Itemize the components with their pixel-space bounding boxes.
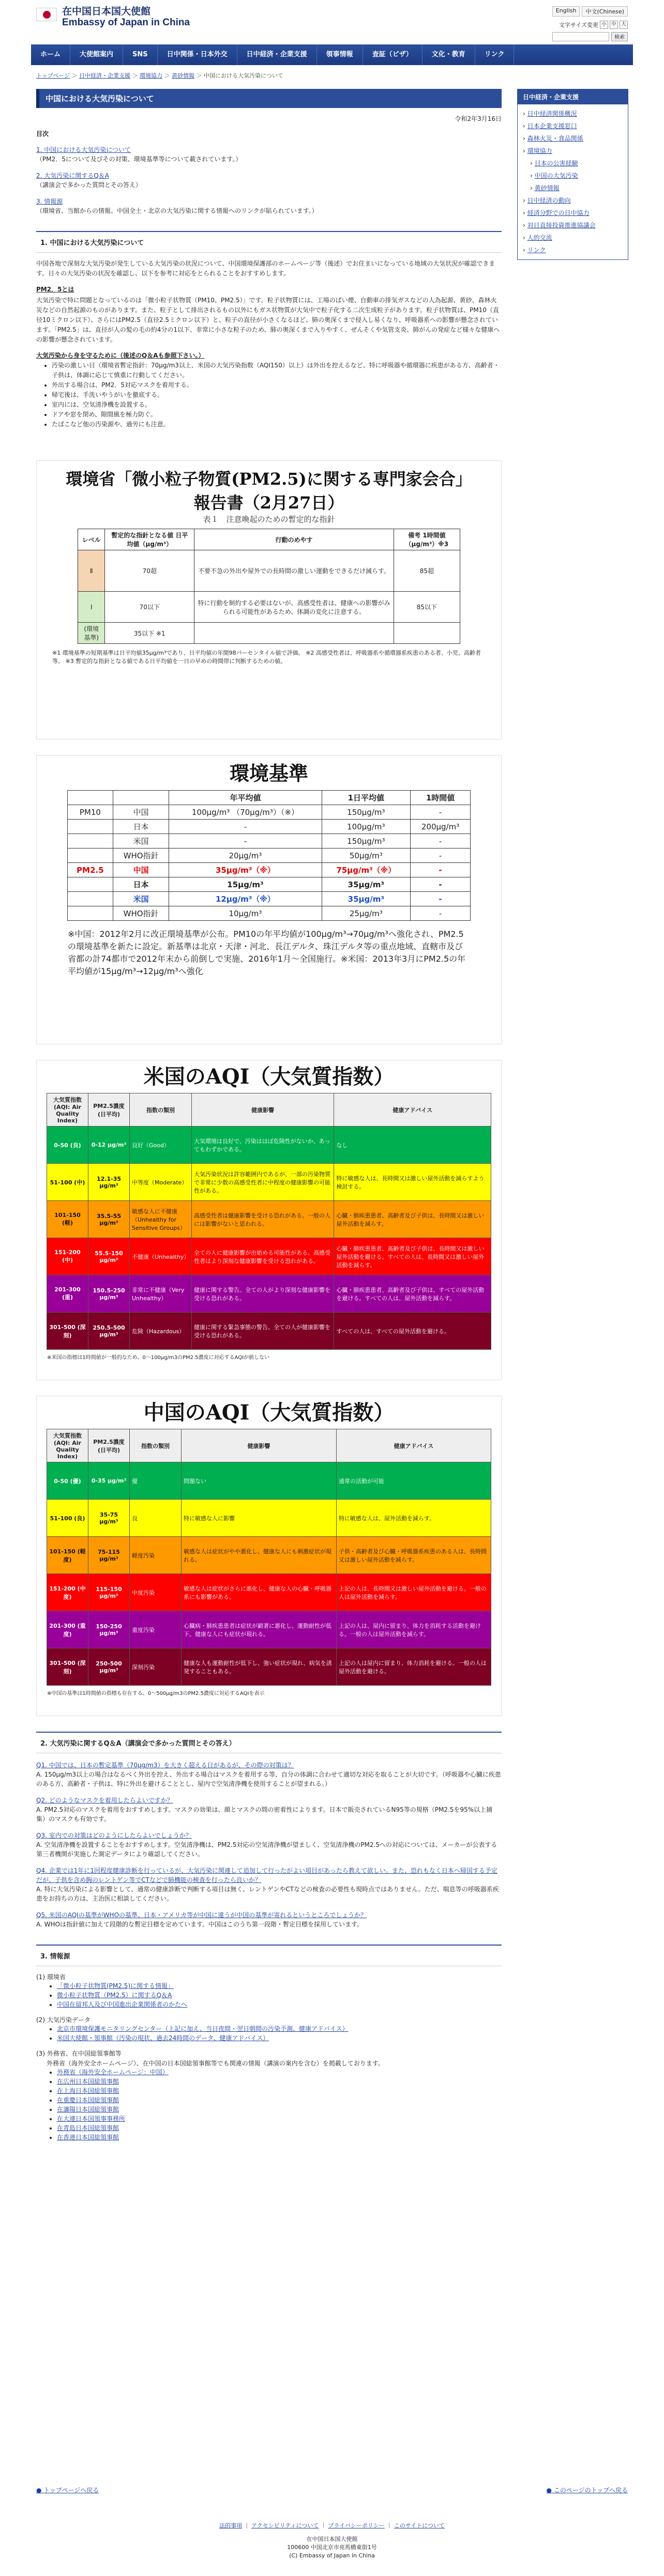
table-cell: 250-500 μg/m³ [88,1648,130,1686]
toc-desc: （環境省、当館からの情報、中国全土・北京の大気汚染に関する情報へのリンクが貼られています。） [36,207,318,214]
sidebar-item[interactable]: › リンク [523,246,546,254]
sidebar-item[interactable]: › 経済分野での日中協力 [523,209,590,217]
table-cell: 中国 [113,805,169,820]
table-cell: 201-300 (重) [47,1275,88,1313]
table-cell: - [411,892,471,906]
toc-heading: 目次 [36,130,49,137]
table-cell: Ⅱ [78,550,105,592]
table-cell: 中国 [113,863,169,877]
table-cell: 大気環境は良好で、汚染はほぼ危険性がないか、あってもわずかである。 [192,1127,334,1164]
table-cell: (環境基準) [78,623,105,644]
table-cell: - [411,863,471,877]
table-cell: 高感受性者は健康影響を受ける恐れがある。一般の人には影響がないと思われる。 [192,1201,334,1238]
breadcrumb: トップページ ＞ 日中経済・企業支援 ＞ 環境協力 ＞ 黄砂情報 ＞ 中国における大気汚染について [36,72,283,79]
site-title[interactable] [62,6,190,28]
sidebar-item-link[interactable]: 日本企業支援窓口 [527,122,577,130]
paragraph: 大気汚染で特に問題となっているのは「微小粒子状物質（PM10、PM2.5）」です。粒子状物質には、工場のばい煙、自動車の排気ガスなどの人為起源、黄砂、森林火災などの自然起源のものがあります。また、粒子として排出されるもの以外にもガス状物質が大気中で粒子化する二次生成粒子があります。粒子状物質は、PM10（直径10ミクロン以下）、さらにはPM2.5（直径2.5ミクロン以下）と、粒子の直径が小さくなるほど、肺の奥深くまで侵入し易くなり、呼吸器系への影響が懸念されています。「PM2.5」は、直径が人の髪の毛の約4分の1以下、非常に小さな粒子のため、肺の奥深くまで入りやすく、ぜんそくや気管支炎、肺がんの発症など様々な健康への影響が懸念されています。 [36,297,500,343]
table-cell: 150.5-250 μg/m³ [88,1275,130,1313]
table-header [68,791,113,805]
info-link[interactable]: 在広州日本国総領事館 [57,2078,119,2085]
table-cell: 健康に関する警告。全ての人がより深刻な健康影響を受ける恐れがある。 [192,1275,334,1313]
table-row [47,1462,491,1500]
table-cell: 201-300 (重度) [47,1611,88,1648]
info-sources [36,1972,502,2142]
site-footer: 法的事項 ｜ アクセシビリティについて ｜ プライバシーポリシー ｜ このサイトについて 在中国日本国大使館 100600 中国北京市亮馬橋東街1号 (C) Embassy of Japan in China [0,2522,664,2560]
qa-question: Q2. どのようなマスクを着用したらよいですか？ [36,1797,173,1804]
sidebar-item-link[interactable]: リンク [527,246,546,254]
sidebar-item-link[interactable]: 経済分野での日中協力 [527,209,590,217]
table-cell: 12.1-35 μg/m³ [88,1164,130,1201]
table-cell: 重度汚染 [130,1611,182,1648]
sidebar-item[interactable]: › 日本企業支援窓口 [523,122,577,130]
nav-item-relations[interactable]: 日中関係・日本外交 [158,44,237,65]
table-cell [394,623,460,644]
search-bar [552,32,628,41]
font-size-small-button[interactable]: 小 [600,21,608,29]
figure-title: 環境基準 [229,762,308,785]
table-cell: 150μg/m³ [322,834,411,849]
sidebar-item[interactable]: › 環境協力 [523,147,552,155]
table-cell: 301-500 (深刻) [47,1313,88,1350]
figure-footnote: ※米国の指標は1時間値が一般的なため、0～100μg/m3のPM2.5濃度に対応するAQIが値しない [47,1355,270,1361]
sidebar [517,89,628,260]
language-switcher [552,6,628,17]
sidebar-item-link[interactable]: 森林火災・食品関係 [527,135,583,142]
table-cell: 日本 [113,820,169,834]
table-header: PM2.5濃度(日平均) [88,1093,130,1127]
table-cell: 151-200 (中) [47,1238,88,1275]
qa-answer: A. PM2.5対応のマスクを着用をおすすめします。マスクの効果は、顔とマスクの間の密着性によります。日本で販売されているN95等の規格（PM2.5を95%以上捕集）のマスクも有効です。 [36,1806,493,1823]
sidebar-item[interactable]: › 中国の大気汚染 [530,172,578,179]
japan-flag-icon [36,8,57,21]
publish-date: 令和2年3月16日 [455,115,502,122]
table-header: 健康アドバイス [336,1429,491,1462]
font-size-label: 文字サイズ変更 [559,22,598,28]
table-cell: 0-50 (優) [47,1462,88,1500]
table-cell: 75-115 μg/m³ [88,1537,130,1574]
table-cell: 85以下 [394,592,460,623]
table-cell: WHO指針 [113,906,169,921]
table-cell [68,906,113,921]
qa-answer: A. 特に大気汚染による影響として、通常の健康診断で判断する項目は無く、レントゲンやCTなどの検査の必要性も現時点ではありません。ただ、喘息等の呼吸器系疾患をお持ちの方は、主治医に相談してください。 [36,1886,499,1902]
sidebar-item[interactable]: › 人的交流 [523,234,552,241]
table-cell: 35μg/m³ [322,892,411,906]
table-cell: 上記の人は、屋内に留まり、体力を消耗する活動を避ける。一般の人は屋外活動を減らす。 [336,1611,491,1648]
table-cell: 150-250 μg/m³ [88,1611,130,1648]
figure-notes: ※1 環境基準の短期基準は日平均値35μg/m³であり、日平均値の年間98パーセンタイル値で評価。 ※2 高感受性者は、呼吸器系や循環器系疾患のある者、小児、高齢者等。 ※3 暫定的な指針となる値である日平均値を一日の早めの時間帯に判断するための値。 [52,650,481,665]
figure-title: 米国のAQI（大気質指数） [143,1065,395,1089]
qa-list [36,1761,502,1929]
table-cell: 50μg/m³ [322,849,411,863]
table-cell: なし [334,1127,491,1164]
nav-item-consular[interactable]: 領事情報 [317,44,363,65]
table-cell: 35μg/m³ [322,877,411,892]
sidebar-item[interactable]: › 日中経済の動向 [523,197,571,204]
global-nav [31,44,633,65]
toc-desc: （PM2．5について及びその対策、環境基準等について載されています。） [36,156,242,163]
info-group-heading: (2) 大気汚染データ [36,2016,90,2024]
figure-title: 報告書（2月27日） [193,493,344,513]
guideline-figure [36,460,502,739]
toc [36,145,502,215]
list-item: • 室内には、空気清浄機を設置する。 [52,400,502,410]
table-cell: 上記の人は、長時間又は激しい屋外活動を避ける。一般の人は屋外活動を減らす。 [336,1574,491,1611]
table-cell: 中度汚染 [130,1574,182,1611]
figure-notes: ※中国：2012年2月に改正環境基準が公布。PM10の年平均値が100μg/m³→70μg/m³へ強化され、PM2.5の環境基準を新たに設定。新基準は北京・天津・河北、長江デルタ、珠江デルタ等の重点地域、直轄市及び省都の計74都市で2012年末から前倒しで実施、2016年1月～全国施行。※米国：2013年3月にPM2.5の年平均値が15μg/m³→12μg/m³へ強化 [68,929,466,976]
info-link[interactable]: 中国在留邦人及び中国進出企業関係者のかたへ [57,2001,188,2008]
table-cell: 子供・高齢者及び心臓・呼吸器系疾患のある人は、長時間又は激しい屋外活動を減らす。 [336,1537,491,1574]
qa-answer: A. WHOは指針値に加えて段階的な暫定目標を定めています。中国はこのうち第一段階・暫定目標を採用しています。 [36,1921,364,1928]
table-cell: 米国 [113,834,169,849]
guideline-table [78,529,460,644]
table-cell: 特に敏感な人は、長時間又は激しい屋外活動を減らすよう検討する。 [334,1164,491,1201]
protect-list [52,361,502,429]
back-to-home-link[interactable]: ● トップページへ戻る [36,2487,99,2494]
nav-item-economy[interactable]: 日中経済・企業支援 [237,44,317,65]
table-cell: 250.5-500 μg/m³ [88,1313,130,1350]
table-cell: 特に敏感な人に影響 [182,1500,337,1537]
table-cell: 200μg/m³ [411,820,471,834]
table-header: 1日平均値 [322,791,411,805]
table-row [47,1574,491,1611]
table-cell: 良 [130,1500,182,1537]
breadcrumb-link[interactable]: トップページ [36,72,70,79]
info-link[interactable]: 微小粒子状物質（PM2.5）に関するQ＆A [57,1992,172,1999]
table-cell: 優 [130,1462,182,1500]
table-cell [68,834,113,849]
main-content [36,89,502,2142]
nav-item-culture[interactable]: 文化・教育 [422,44,475,65]
table-cell: - [411,877,471,892]
site-title-en: Embassy of Japan in China [62,17,190,28]
table-cell: 特に行動を制約する必要はないが、高感受性者は、健康への影響がみられる可能性があるため、体調の変化に注意する。 [194,592,394,623]
nav-item-links[interactable]: リンク [475,44,515,65]
table-cell: PM10 [68,805,113,820]
toc-link[interactable]: 3. 情報源 [36,198,63,205]
table-cell [68,892,113,906]
breadcrumb-current: 中国における大気汚染について [204,72,283,79]
subheading: PM2．5とは [36,286,74,293]
footer-link[interactable]: プライバシーポリシー [328,2522,385,2529]
font-size-control [559,21,628,29]
cn-aqi-table [47,1429,491,1686]
table-header: 指数の類別 [130,1429,182,1462]
table-cell: 特に敏感な人は、屋外活動を減らす。 [336,1500,491,1537]
list-item: • 外出する場合は、PM2．5対応マスクを着用する。 [52,380,502,390]
sidebar-box [517,89,628,260]
table-cell: 85超 [394,550,460,592]
table-cell: 敏感な人は症状がやや悪化し、健康な人にも刺激症状が現れる。 [182,1537,337,1574]
table-cell: 心臓病・肺疾患患者は症状が顕著に悪化し、運動耐性が低下。健康な人にも症状が現れる。 [182,1611,337,1648]
back-to-home-label: トップページへ戻る [43,2487,99,2494]
nav-item-visa[interactable]: 査証（ビザ） [363,44,422,65]
footer-address: 在中国日本国大使館 [306,2536,358,2542]
table-row [47,1238,491,1275]
table-cell: 敏感な人は症状がさらに悪化し、健康な人の心臓・呼吸器系にも影響がある。 [182,1574,337,1611]
table-cell: 35-75 μg/m³ [88,1500,130,1537]
table-cell [68,849,113,863]
paragraph: 中国各地で深刻な大気汚染が発生している大気汚染の状況について、中国環境保護部のホームページ等（後述）でお住まいになっている地域の大気状況が確認できます。日々の大気汚染の状況を確認し、以下を参考に対応をとられることをおすすめします。 [36,260,495,277]
footer-copyright: (C) Embassy of Japan in China [289,2552,375,2559]
table-cell: 0-12 μg/m³ [88,1127,130,1164]
table-header: 指数の類別 [130,1093,192,1127]
table-cell: 35.5-55 μg/m³ [88,1201,130,1238]
table-cell: 深刻汚染 [130,1648,182,1686]
table-header: 健康アドバイス [334,1093,491,1127]
table-cell: 敏感な人に不健康（Unhealthy for Sensitive Groups） [130,1201,192,1238]
table-cell: 70以下 [105,592,194,623]
lang-chinese-button[interactable]: 中文(Chinese) [582,6,628,17]
table-row [47,1127,491,1164]
back-to-top-label: このページのトップへ戻る [553,2487,628,2494]
table-cell [68,877,113,892]
table-cell: 51-100 (良) [47,1500,88,1537]
page-title: 中国における大気汚染について [36,89,502,108]
toc-link[interactable]: 1. 中国における大気汚染について [36,146,131,153]
table-header [113,791,169,805]
info-link[interactable]: 在重慶日本国総領事館 [57,2096,119,2104]
table-header: 大気質指数 (AQI: Air Quality Index) [47,1429,88,1462]
table-row [47,1275,491,1313]
figure-caption: 表１ 注意喚起のための暫定的な指針 [203,515,335,524]
info-group-heading: (3) 外務省、在中国総領事館等 [36,2050,122,2057]
sidebar-item-link[interactable]: 中国の大気汚染 [534,172,578,179]
font-size-large-button[interactable]: 大 [620,21,628,29]
nav-item-sns[interactable]: SNS [123,44,158,65]
table-cell: 55.5-150 μg/m³ [88,1238,130,1275]
breadcrumb-link[interactable]: 環境協力 [140,72,163,79]
table-cell: 健康な人も運動耐性が低下し、強い症状が現れ、病気を誘発することもある。 [182,1648,337,1686]
table-cell: 心臓・肺疾患患者、高齢者及び子供は、すべての屋外活動を避ける。すべての人は、屋外活動を減らす。 [334,1275,491,1313]
table-cell: 100μg/m³ [322,820,411,834]
breadcrumb-link[interactable]: 日中経済・企業支援 [79,72,131,79]
sidebar-item[interactable]: › 黄砂情報 [530,184,560,192]
info-link[interactable]: 米国大使館・領事館（汚染の現状、過去24時間のデータ、健康アドバイス） [57,2034,269,2042]
table-cell: 100μg/m³ （70μg/m³）（※） [169,805,322,820]
qa-question: Q3. 室内での対策はどのようにしたらよいでしょうか？ [36,1832,192,1839]
table-cell: 115-150 μg/m³ [88,1574,130,1611]
table-cell: 20μg/m³ [169,849,322,863]
info-link[interactable]: 「微小粒子状物質(PM2.5)に関する情報」 [57,1982,174,1989]
table-cell: 危険（Hazardous） [130,1313,192,1350]
table-cell: - [411,906,471,921]
table-cell: 不要不急の外出や屋外での長時間の激しい運動をできるだけ減らす。 [194,550,394,592]
table-cell [68,820,113,834]
table-header: 暫定的な指針となる値 日平均値（μg/m³） [105,529,194,550]
table-cell: 軽度汚染 [130,1537,182,1574]
table-cell: 健康に関する緊急事態の警告。全ての人が健康影響を受ける恐れがある。 [192,1313,334,1350]
list-item: • たばこなど他の汚染源や、過労にも注意。 [52,420,502,429]
nav-item-home[interactable]: ホーム [31,44,70,65]
search-button[interactable]: 検索 [611,32,628,41]
table-header: 大気質指数 (AQI: Air Quality Index) [47,1093,88,1127]
sidebar-item-link[interactable]: 日中経済関係概況 [527,110,577,117]
table-row [47,1537,491,1574]
section-heading: 2. 大気汚染に関するQ＆A（講演会で多かった質問とその答え） [36,1732,502,1753]
sidebar-heading[interactable]: 日中経済・企業支援 [518,89,628,104]
subheading: 大気汚染から身を守るために（後述のQ＆Aも参照下さい。） [36,352,205,359]
table-cell: - [411,849,471,863]
section-heading: 1. 中国における大気汚染について [36,231,502,253]
info-link[interactable]: 在瀋陽日本国総領事館 [57,2106,119,2113]
table-header: 行動のめやす [194,529,394,550]
table-cell: 良好（Good） [130,1127,192,1164]
qa-answer: A. 150μg/m3以上の場合はなるべく外出を控え、外出する場合はマスクを着用する等、自分の体調に合わせて適切な対応を取ることが大切です。（呼吸器や心臓に疾患のある方、高齢者・子供は、特に外出を避けることとし、屋内で空気清浄機を使用することが望まれる。） [36,1771,501,1787]
table-cell: 不健康（Unhealthy） [130,1238,192,1275]
sidebar-item[interactable]: › 森林火災・食品関係 [523,135,583,142]
sidebar-item-link[interactable]: 日中経済の動向 [527,197,571,204]
table-cell: - [411,805,471,820]
info-desc: 外務省（海外安全ホームページ）、在中国の日本国総領事館等でも関連の情報（講演の案内を含む）を掲載しております。 [47,2060,384,2067]
table-cell: 12μg/m³（※） [169,892,322,906]
qa-question: Q5. 米国のAQIの基準がWHOの基準、日本・アメリカ等が中国に違うが中国の基準が寄れるというところでしょうか？ [36,1911,367,1919]
table-cell: 中等度（Moderate） [130,1164,192,1201]
table-cell: 非常に不健康（Very Unhealthy） [130,1275,192,1313]
sidebar-item[interactable]: › 対日直接投資推進協議会 [523,222,596,229]
footer-link[interactable]: アクセシビリティについて [251,2522,319,2529]
table-row [47,1500,491,1537]
standards-figure [36,755,502,1044]
lang-english-button[interactable]: English [552,6,580,17]
footer-link[interactable]: このサイトについて [394,2522,445,2529]
table-header: 健康影響 [182,1429,337,1462]
section-body [36,259,502,429]
sidebar-item[interactable]: › 日中経済関係概況 [523,110,577,117]
qa-question: Q1. 中国では、日本の暫定基準（70μg/m3）を大きく超える日があるが、その際の対策は？ [36,1762,294,1769]
table-cell: 101-150 (軽) [47,1201,88,1238]
table-cell: 心臓・肺疾患患者、高齢者及び子供は、長時間又は激しい屋外活動を減らす。 [334,1201,491,1238]
figure-footnote: ※中国の基準は1時間値の指標も存在する。0～500μg/m3のPM2.5濃度に対応するAQIを表示 [47,1691,265,1696]
info-link[interactable]: 在青島日本国総領事館 [57,2124,119,2132]
table-cell: 150μg/m³ [322,805,411,820]
info-link[interactable]: 在香港日本国総領事館 [57,2134,119,2141]
table-cell: すべての人は、すべての屋外活動を避ける。 [334,1313,491,1350]
table-cell: 上記の人は屋内に留まり、体力消耗を避ける。一般の人は屋外活動を避ける。 [336,1648,491,1686]
toc-link[interactable]: 2. 大気汚染に関するQ＆A [36,172,109,179]
back-to-top-link[interactable]: ● このページのトップへ戻る [546,2487,628,2494]
site-header [0,0,664,44]
search-input[interactable] [552,32,609,41]
standards-table [67,790,471,921]
table-header: 備考 1時間値（μg/m³）※3 [394,529,460,550]
table-cell: 301-500 (深刻) [47,1648,88,1686]
table-cell: 心臓・肺疾患患者、高齢者及び子供は、長時間又は激しい屋外活動を避ける。すべての人は、長時間又は激しい屋外活動を減らす。 [334,1238,491,1275]
site-title-ja: 在中国日本国大使館 [62,6,151,17]
table-row [47,1611,491,1648]
table-cell: 15μg/m³ [169,877,322,892]
table-cell: 全ての人に健康影響が出始める可能性がある。高感受性者はより深刻な健康影響を受ける恐れがある。 [192,1238,334,1275]
table-cell: Ⅰ [78,592,105,623]
sidebar-list [518,104,628,259]
toc-desc: （講演会で多かった質問とその答え） [36,181,142,189]
table-cell: 通常の活動が可能 [336,1462,491,1500]
footer-link[interactable]: 法的事項 [219,2522,243,2529]
figure-title: 環境省「微小粒子物質(PM2.5)に関する専門家会合」 [66,469,472,489]
list-item: • 帰宅後は、手洗いやうがいを徹底する。 [52,390,502,400]
table-cell: 75μg/m³（※） [322,863,411,877]
table-cell: 25μg/m³ [322,906,411,921]
table-cell: 51-100 (中) [47,1164,88,1201]
table-cell: WHO指針 [113,849,169,863]
sidebar-item-link[interactable]: 環境協力 [527,147,552,155]
table-row [47,1164,491,1201]
table-cell: 10μg/m³ [169,906,322,921]
info-link[interactable]: 在上海日本国総領事館 [57,2087,119,2094]
sidebar-item-link[interactable]: 日本の公害経験 [534,160,578,167]
table-header: PM2.5濃度(日平均) [88,1429,130,1462]
table-cell: 0-50 (良) [47,1127,88,1164]
table-cell: 0-35 μg/m³ [88,1462,130,1500]
sidebar-item[interactable]: › 日本の公害経験 [530,160,578,167]
info-link[interactable]: 外務省（海外安全ホームページ：中国） [57,2069,169,2076]
list-item: • 汚染の激しい日（環境省暫定指針：70μg/m3以上、米国の大気汚染指数（AQI150）以上）は外出を控えるなど、特に呼吸器や循環器に疾患がある方、高齢者・子供は、体調に応じて慎重に行動してください。 [52,361,502,380]
table-cell: - [169,820,322,834]
table-cell: 問題ない [182,1462,337,1500]
table-cell: - [169,834,322,849]
us-aqi-table [47,1093,491,1350]
figure-title: 中国のAQI（大気質指数） [143,1400,395,1425]
table-header: レベル [78,529,105,550]
section-heading: 3. 情報源 [36,1945,502,1966]
font-size-medium-button[interactable]: 中 [610,21,618,29]
table-cell: 日本 [113,877,169,892]
info-link[interactable]: 北京市環境保護モニタリングセンター（上記に加え、当日夜間・翌日朝間の汚染予測、健康アドバイス） [57,2025,349,2032]
table-row [47,1313,491,1350]
table-header: 1時間値 [411,791,471,805]
table-cell: 101-150 (軽度) [47,1537,88,1574]
table-cell: 70超 [105,550,194,592]
us-aqi-figure [36,1060,502,1380]
table-header: 健康影響 [192,1093,334,1127]
table-row [47,1648,491,1686]
sidebar-item-link[interactable]: 人的交流 [527,234,552,241]
table-cell: 大気汚染状況は許容範囲内であるが、一部の汚染物質で非常に少数の高感受性者に中程度の健康影響の可能性がある。 [192,1164,334,1201]
table-cell: 35以下 ※1 [105,623,194,644]
info-link[interactable]: 在大連日本国領事事務所 [57,2115,126,2122]
list-item: • ドアや窓を閉め、隙間風を極力防ぐ。 [52,410,502,420]
sidebar-item-link[interactable]: 黄砂情報 [534,184,560,192]
nav-item-about[interactable]: 大使館案内 [70,44,123,65]
cn-aqi-figure [36,1396,502,1716]
table-cell [194,623,394,644]
table-cell: PM2.5 [68,863,113,877]
table-cell: 35μg/m³（※） [169,863,322,877]
sidebar-item-link[interactable]: 対日直接投資推進協議会 [527,222,596,229]
table-cell: - [411,834,471,849]
table-cell: 米国 [113,892,169,906]
footer-address: 100600 中国北京市亮馬橋東街1号 [287,2544,377,2551]
table-header: 年平均値 [169,791,322,805]
table-cell: 151-200 (中度) [47,1574,88,1611]
qa-question: Q4. 企業では1年に1回程度健康診断を行っているが、大気汚染に関連して追加して行ったがよい項目があったら教えて欲しい。また、恐れもなく日本へ帰国する予定だが、子供を含め胸のレントゲン等でCTなどで肺機能の検査を行ったら良いか？ [36,1867,497,1884]
info-group-heading: (1) 環境省 [36,1973,66,1981]
breadcrumb-link[interactable]: 黄砂情報 [172,72,195,79]
qa-answer: A. 空気清浄機を設置することをおすすめします。空気清浄機は、PM2.5対応の空気清浄機が望ましく、空気清浄機のPM2.5への対応については、メーカーが公表する第三者機関が実施した測定データにより確認してください。 [36,1841,497,1858]
table-row [47,1201,491,1238]
